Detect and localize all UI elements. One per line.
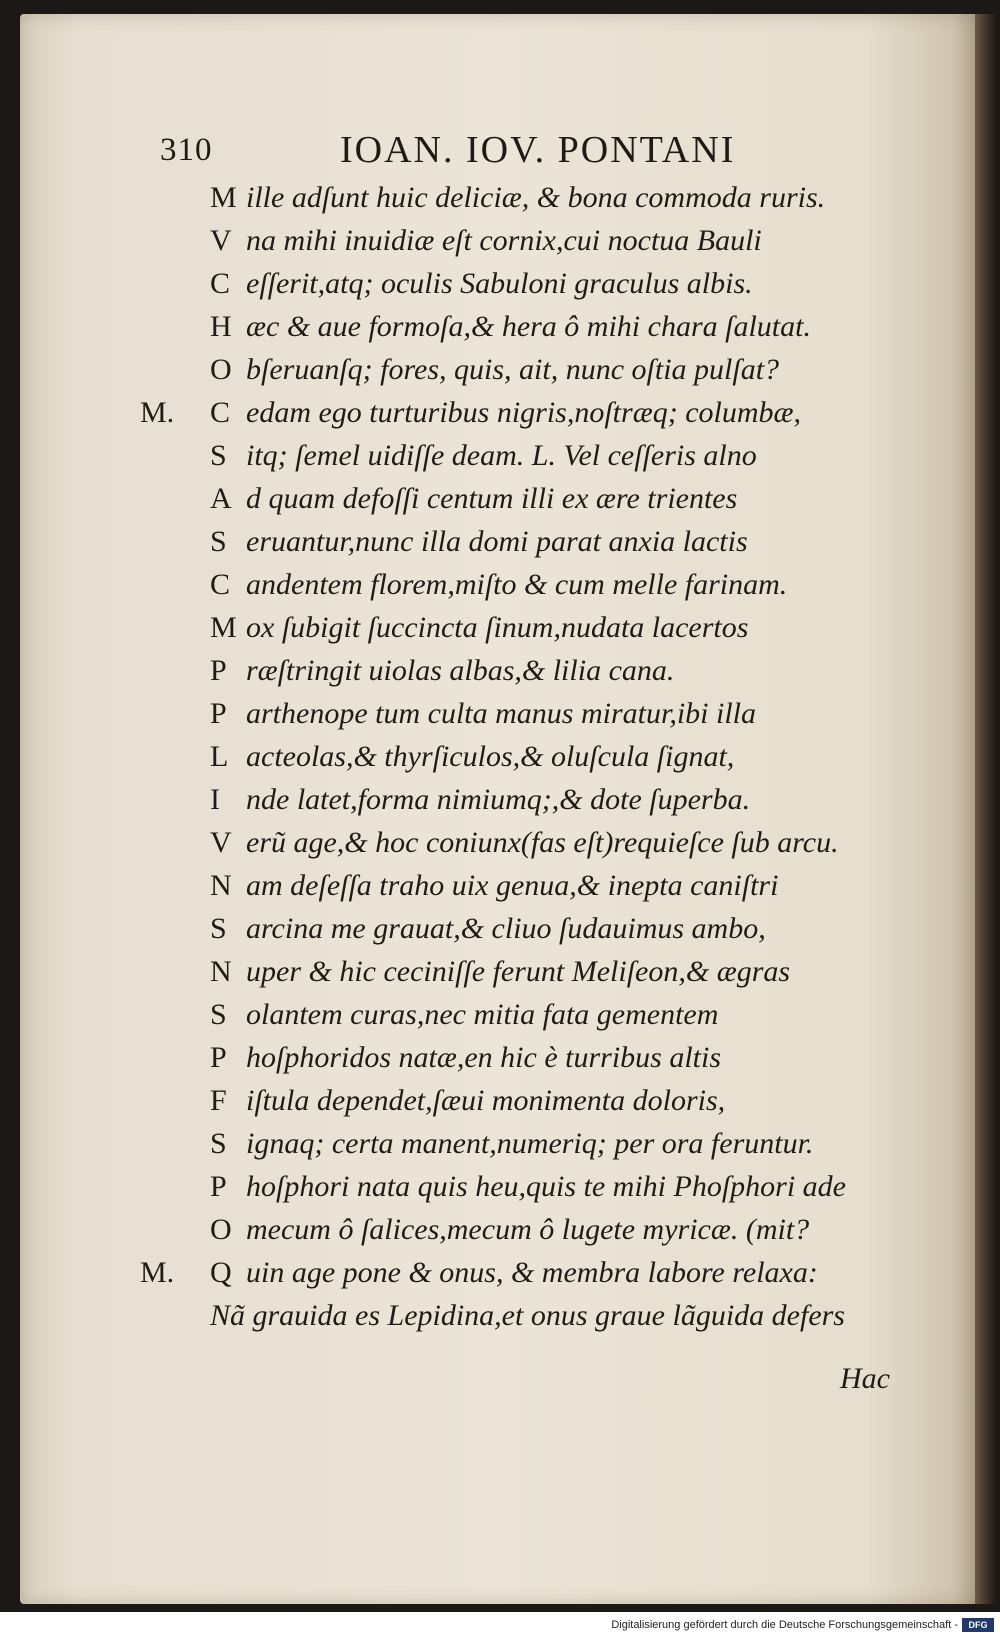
verse-line — [0, 305, 1000, 348]
verse-line — [0, 1208, 1000, 1251]
verse-initial: Q — [210, 1256, 232, 1289]
verse-initial: C — [210, 267, 231, 300]
verse-text: ræſtringit uiolas albas,& lilia cana. — [246, 654, 675, 687]
verse-initial: P — [210, 1041, 227, 1074]
verse-text: eſſerit,atq; oculis Sabuloni graculus albis. — [246, 267, 753, 300]
verse-line — [0, 563, 1000, 606]
verse-initial: M — [210, 181, 237, 214]
verse-text: ignaq; certa manent,numeriq; per ora feruntur. — [246, 1127, 814, 1160]
verse-line — [0, 391, 1000, 434]
verse-line — [0, 907, 1000, 950]
verse-line — [0, 1036, 1000, 1079]
speaker-label: M. — [140, 396, 175, 429]
verse-text: ille adſunt huic deliciæ, & bona commoda ruris. — [246, 181, 826, 214]
running-head — [0, 128, 1000, 176]
verse-line — [0, 864, 1000, 907]
verse-initial: S — [210, 1127, 227, 1160]
page-number: 310 — [160, 132, 213, 168]
verse-text: hoſphori nata quis heu,quis te mihi Phoſphori ade — [246, 1170, 846, 1203]
verse-text: mecum ô ſalices,mecum ô lugete myricæ. (mit? — [246, 1213, 810, 1246]
verse-text: arcina me grauat,& cliuo ſudauimus ambo, — [246, 912, 766, 945]
verse-text: am deſeſſa traho uix genua,& inepta caniſtri — [246, 869, 779, 902]
verse-initial: O — [210, 353, 232, 386]
verse-text: bſeruanſq; fores, quis, ait, nunc oſtia pulſat? — [246, 353, 780, 386]
verse-initial: S — [210, 439, 227, 472]
verse-text: iſtula dependet,ſæui monimenta doloris, — [246, 1084, 726, 1117]
verse-line — [0, 520, 1000, 563]
catchword: Hac — [840, 1362, 890, 1395]
verse-initial: P — [210, 1170, 227, 1203]
verse-initial: I — [210, 783, 220, 816]
verse-text: acteolas,& thyrſiculos,& oluſcula ſignat, — [246, 740, 735, 773]
verse-text: uper & hic ceciniſſe ferunt Meliſeon,& ægras — [246, 955, 791, 988]
verse-text: edam ego turturibus nigris,noſtræq; columbæ, — [246, 396, 802, 429]
verse-initial: C — [210, 568, 231, 601]
verse-line — [0, 950, 1000, 993]
verse-line — [0, 735, 1000, 778]
verse-initial: C — [210, 396, 231, 429]
verse-line — [0, 821, 1000, 864]
verse-initial: S — [210, 998, 227, 1031]
verse-text: æc & aue formoſa,& hera ô mihi chara ſalutat. — [246, 310, 811, 343]
verse-text: eruantur,nunc illa domi parat anxia lactis — [246, 525, 748, 558]
verse-list — [0, 176, 1000, 1337]
verse-initial: O — [210, 1213, 232, 1246]
verse-line — [0, 1251, 1000, 1294]
verse-initial: V — [210, 826, 232, 859]
verse-initial: N — [210, 869, 232, 902]
verse-text: andentem florem,miſto & cum melle farinam. — [246, 568, 788, 601]
verse-initial: S — [210, 525, 227, 558]
verse-text: erũ age,& hoc coniunx(fas eſt)requieſce ſub arcu. — [246, 826, 839, 859]
verse-line — [0, 1122, 1000, 1165]
verse-initial: L — [210, 740, 229, 773]
verse-line — [0, 1294, 1000, 1337]
footer — [0, 1612, 1000, 1638]
verse-text: nde latet,forma nimiumq;,& dote ſuperba. — [246, 783, 751, 816]
verse-initial: P — [210, 654, 227, 687]
verse-initial: H — [210, 310, 232, 343]
dfg-logo-icon: DFG — [962, 1618, 994, 1632]
verse-initial: P — [210, 697, 227, 730]
verse-initial: S — [210, 912, 227, 945]
verse-text: ox ſubigit ſuccincta ſinum,nudata lacertos — [246, 611, 749, 644]
verse-text: itq; ſemel uidiſſe deam. L. Vel ceſſeris alno — [246, 439, 757, 472]
verse-initial: V — [210, 224, 232, 257]
verse-line — [0, 1165, 1000, 1208]
verse-line — [0, 778, 1000, 821]
verse-text: arthenope tum culta manus miratur,ibi illa — [246, 697, 756, 730]
verse-initial: A — [210, 482, 232, 515]
verse-line — [0, 219, 1000, 262]
verse-line — [0, 262, 1000, 305]
verse-text: uin age pone & onus, & membra labore relaxa: — [246, 1256, 818, 1289]
verse-text: hoſphoridos natæ,en hic è turribus altis — [246, 1041, 722, 1074]
footer-credit: Digitalisierung gefördert durch die Deutsche Forschungsgemeinschaft - — [611, 1619, 958, 1631]
verse-text: Nã grauida es Lepidina,et onus graue lãguida defers — [210, 1299, 845, 1332]
verse-line — [0, 348, 1000, 391]
verse-line — [0, 1079, 1000, 1122]
verse-initial: F — [210, 1084, 227, 1117]
verse-text: d quam defoſſi centum illi ex ære trientes — [246, 482, 738, 515]
verse-line — [0, 692, 1000, 735]
verse-line — [0, 434, 1000, 477]
verse-line — [0, 606, 1000, 649]
verse-initial: M — [210, 611, 237, 644]
verse-line — [0, 176, 1000, 219]
verse-text: olantem curas,nec mitia fata gementem — [246, 998, 719, 1031]
verse-line — [0, 993, 1000, 1036]
verse-text: na mihi inuidiæ eſt cornix,cui noctua Bauli — [246, 224, 762, 257]
page-title: IOAN. IOV. PONTANI — [340, 129, 736, 171]
verse-line — [0, 477, 1000, 520]
verse-initial: N — [210, 955, 232, 988]
speaker-label: M. — [140, 1256, 175, 1289]
verse-line — [0, 649, 1000, 692]
